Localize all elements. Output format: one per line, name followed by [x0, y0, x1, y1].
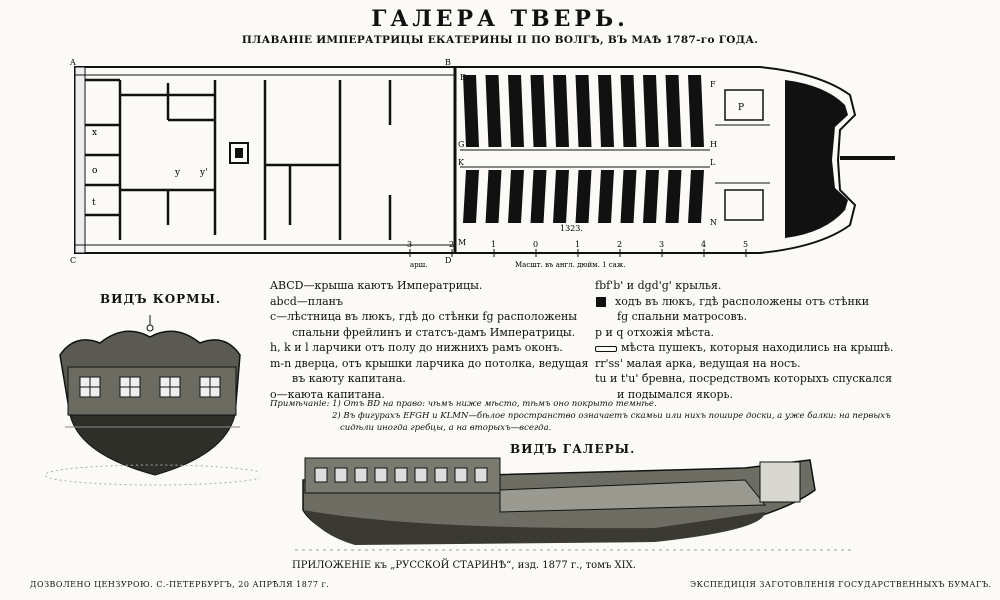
galley-side-view-drawing: [295, 450, 875, 560]
legend-left-line: abcd—планъ: [270, 294, 344, 308]
legend-right: [595, 278, 955, 402]
rowing-bench: [486, 170, 502, 223]
rowing-bench: [621, 75, 637, 147]
rowing-bench: [643, 170, 659, 223]
appendix-caption: ПРИЛОЖЕНІЕ къ „РУССКОЙ СТАРИНѢ“, изд. 1877 г., томъ XIX.: [292, 560, 636, 571]
legend-right-line: fg спальни матросовъ.: [617, 310, 748, 323]
rowing-bench: [621, 170, 637, 223]
plan-rowing-benches: [463, 75, 704, 223]
plan-letter-g: G: [458, 140, 465, 149]
legend-right-line: ходъ въ люкъ, гдѣ расположены отъ стѣнки: [615, 294, 870, 308]
rowing-bench: [531, 75, 547, 147]
plan-letter-h: H: [710, 140, 717, 149]
page-subtitle: ПЛАВАНІЕ ИМПЕРАТРИЦЫ ЕКАТЕРИНЫ II ПО ВОЛГѢ, ВЪ МАѢ 1787-го ГОДА.: [241, 34, 759, 46]
side-window: [355, 468, 367, 482]
side-window: [395, 468, 407, 482]
plan-stern-strip: [75, 67, 85, 253]
plan-letter-b: B: [445, 58, 451, 67]
plan-letter-f: F: [710, 80, 716, 89]
notes: [270, 398, 910, 434]
legend-right-line: р и q отхожія мѣста.: [595, 325, 715, 339]
scale-tick-label: 3: [659, 240, 665, 249]
note-line: Примѣчаніе: 1) Отъ BD на право: чѣмъ ниже мѣсто, тѣмъ оно покрыто темнѣе.: [270, 399, 657, 409]
galley-view-title: ВИДЪ ГАЛЕРЫ.: [510, 442, 636, 456]
scale-tick-label: 2: [449, 240, 455, 249]
black-square-icon: [596, 297, 606, 307]
plan-letter-n: N: [710, 218, 717, 227]
stern-view-title: ВИДЪ КОРМЫ.: [100, 292, 222, 306]
scale-label: Масшт. въ англ. дюйм. 1 саж.: [515, 261, 626, 269]
legend-right-line: tu и t'u' бревна, посредствомъ которыхъ спускался: [595, 372, 893, 385]
scale-tick-label: 5: [743, 240, 749, 249]
footer-printer: ЭКСПЕДИЦІЯ ЗАГОТОВЛЕНІЯ ГОСУДАРСТВЕННЫХЪ БУМАГЪ.: [690, 580, 992, 589]
plan-letter-o: o: [92, 166, 98, 176]
cannon-place-icon: [595, 346, 617, 352]
plan-letter-x: x: [92, 128, 98, 138]
rowing-bench: [508, 75, 524, 147]
legend-left-line: спальни фрейлинъ и статсъ-дамъ Императрицы.: [292, 325, 576, 339]
scale-tick-label: 4: [701, 240, 707, 249]
plan-latrine-q: [725, 190, 763, 220]
plan-letter-d: D: [445, 256, 452, 265]
scale-units-left: арш.: [410, 261, 428, 269]
plan-letter-p: P: [738, 103, 745, 113]
rowing-bench: [486, 75, 502, 147]
side-window: [415, 468, 427, 482]
rowing-bench: [598, 75, 614, 147]
legend-right-line: rr'ss' малая арка, ведущая на носъ.: [595, 356, 801, 370]
legend-left-line: о—каюта капитана.: [270, 387, 385, 401]
plan-letter-a: A: [70, 58, 76, 67]
scale-tick-label: 0: [533, 240, 539, 249]
rowing-bench: [576, 75, 592, 147]
rowing-bench: [531, 170, 547, 223]
side-window: [335, 468, 347, 482]
scale-tick-label: 2: [617, 240, 623, 249]
plan-letter-y2: y': [200, 168, 208, 178]
stern-view-drawing: [40, 315, 260, 490]
side-window: [375, 468, 387, 482]
side-window: [475, 468, 487, 482]
plan-hull-number: 1323.: [560, 224, 583, 233]
scale-tick-label: 3: [407, 240, 413, 249]
legend-left-line: m-n дверца, отъ крышки ларчика до потолка, ведущая: [270, 356, 589, 370]
rowing-bench: [598, 170, 614, 223]
rowing-bench: [643, 75, 659, 147]
rowing-bench: [553, 170, 569, 223]
rowing-bench: [666, 170, 682, 223]
plan-letter-k: K: [458, 158, 464, 167]
side-window: [455, 468, 467, 482]
rowing-bench: [553, 75, 569, 147]
plan-letter-e: E: [460, 73, 466, 82]
galley-deck-plan: [60, 55, 900, 270]
legend-right-line: мѣста пушекъ, которыя находились на крышѣ.: [621, 341, 894, 354]
plan-letter-c: C: [70, 256, 77, 265]
rowing-bench: [688, 75, 704, 147]
side-window: [435, 468, 447, 482]
legend-right-line: и подымался якорь.: [617, 387, 733, 401]
legend-left-line: ABCD—крыша каютъ Императрицы.: [270, 279, 483, 292]
plan-cabins: [85, 80, 390, 240]
note-line: 2) Въ фигурахъ EFGH и KLMN—бѣлое пространство означаетъ скамьи или нихъ пошире доски, а уже балки: на первыхъ: [332, 411, 891, 421]
legend-right-line: fbf'b' и dgd'g' крылья.: [595, 279, 722, 292]
side-window: [315, 468, 327, 482]
plan-letter-l: L: [710, 158, 716, 167]
page-title: ГАЛЕРА ТВЕРЬ.: [371, 6, 629, 32]
scale-tick-label: 1: [491, 240, 497, 249]
rowing-bench: [666, 75, 682, 147]
note-line: сидѣли иногда гребцы, а на вторыхъ—всегда.: [340, 423, 552, 433]
rowing-bench: [688, 170, 704, 223]
rowing-bench: [576, 170, 592, 223]
plan-letter-y: y: [175, 168, 181, 178]
scale-tick-label: 1: [575, 240, 581, 249]
legend-left: [270, 278, 600, 402]
plan-letter-m: M: [458, 238, 467, 247]
footer-censorship: ДОЗВОЛЕНО ЦЕНЗУРОЮ. С.-ПЕТЕРБУРГЪ, 20 АПРѢЛЯ 1877 г.: [30, 580, 330, 589]
rowing-bench: [508, 170, 524, 223]
plan-letter-t: t: [92, 198, 96, 208]
legend-left-line: с—лѣстница въ люкъ, гдѣ до стѣнки fg расположены: [270, 310, 578, 323]
rowing-bench: [463, 75, 479, 147]
legend-left-line: h, k и l ларчики отъ полу до нижнихъ рамъ оконъ.: [270, 341, 563, 354]
rowing-bench: [463, 170, 479, 223]
legend-left-line: въ каюту капитана.: [292, 372, 406, 385]
